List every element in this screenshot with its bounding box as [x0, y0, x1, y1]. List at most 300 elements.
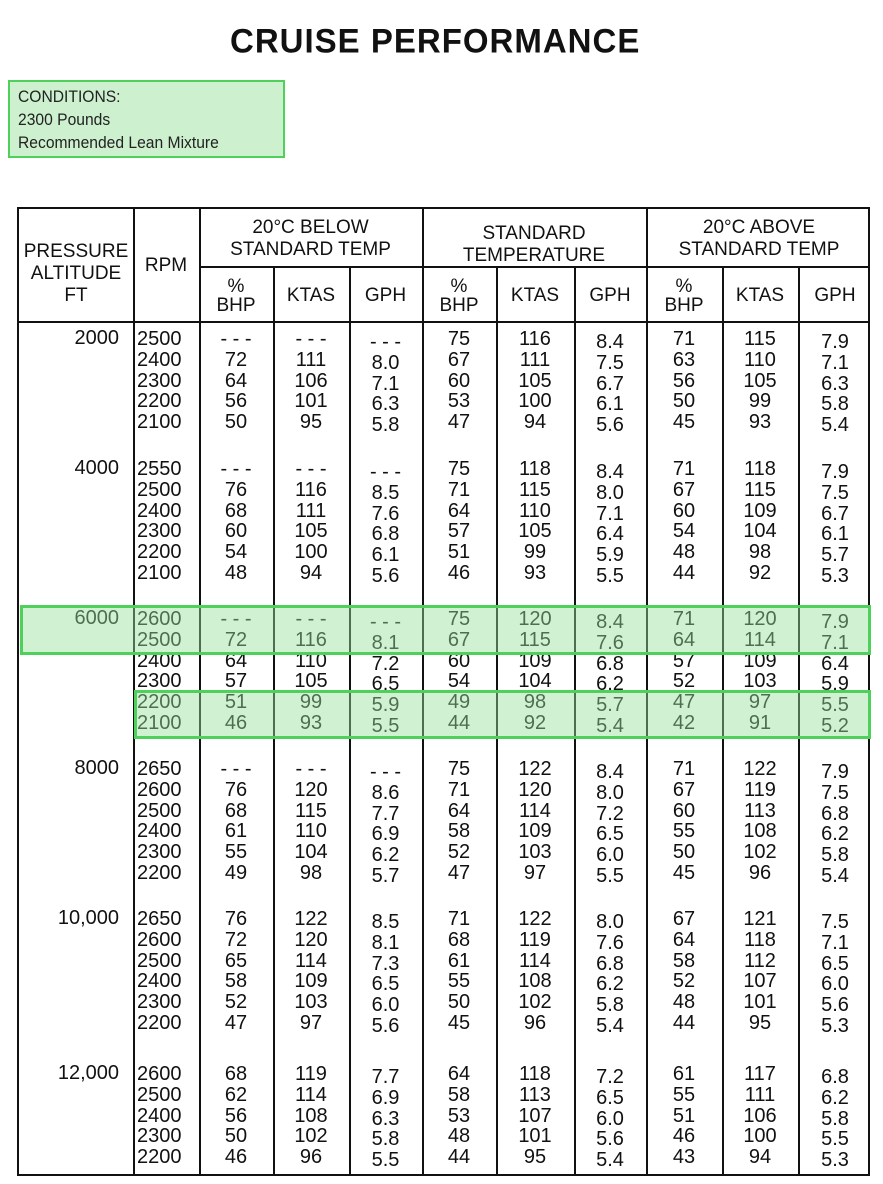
table-cell: 7.2 [596, 1066, 624, 1088]
table-cell: 101 [294, 390, 328, 413]
table-cell: 52 [672, 670, 696, 693]
table-cell: 55 [672, 820, 696, 843]
table-cell: 114 [519, 799, 551, 822]
std-ktas-column [496, 1064, 574, 1168]
table-cell: 47 [224, 1011, 248, 1034]
table-cell: 5.5 [821, 1128, 849, 1151]
table-cell: 7.6 [596, 631, 624, 654]
std-ktas-column [496, 329, 574, 433]
rpm-value: 2300 [137, 841, 182, 864]
table-cell: 72 [224, 348, 248, 371]
table-cell: 67 [672, 908, 696, 930]
table-cell: - - - [295, 758, 327, 780]
table-cell: 57 [224, 670, 248, 693]
table-cell: 6.9 [371, 823, 400, 846]
below-ktas-column [273, 459, 349, 584]
rpm-column [137, 759, 182, 884]
table-cell: 8.0 [596, 781, 624, 804]
table-cell: 121 [743, 908, 777, 930]
table-cell: 119 [295, 1063, 327, 1085]
table-cell: 44 [672, 1011, 696, 1034]
table-cell: 95 [299, 411, 323, 434]
table-cell: 6.5 [821, 952, 849, 975]
table-cell: 8.4 [596, 331, 624, 353]
table-cell: 5.4 [821, 864, 849, 887]
table-cell: 55 [672, 1083, 696, 1106]
table-cell: 6.4 [596, 523, 624, 546]
table-cell: 93 [748, 411, 772, 434]
table-cell: 61 [447, 949, 471, 972]
std-gph-column [574, 332, 646, 436]
table-cell: 71 [672, 758, 696, 780]
below-bhp-column [199, 909, 273, 1034]
table-cell: 100 [743, 1125, 777, 1148]
table-cell: 6.8 [821, 802, 849, 825]
below-bhp-column [199, 759, 273, 884]
std-gph-column [574, 912, 646, 1037]
table-cell: 115 [744, 328, 776, 350]
table-cell: 6.7 [821, 502, 849, 525]
table-cell: 108 [518, 970, 552, 993]
table-cell: 62 [224, 1083, 248, 1106]
table-cell: 53 [447, 390, 471, 413]
table-cell: 44 [447, 711, 471, 734]
table-cell: 111 [744, 1083, 776, 1106]
table-cell: 122 [518, 758, 552, 780]
std-ktas-column [496, 759, 574, 884]
table-cell: 106 [743, 1104, 777, 1127]
table-cell: 5.7 [821, 544, 849, 567]
altitude-label: 6000 [74, 607, 119, 629]
header-group-standard: STANDARD TEMPERATURE [462, 223, 606, 266]
table-cell: 6.0 [596, 1107, 624, 1130]
table-cell: 6.2 [596, 973, 624, 996]
table-cell: - - - [369, 331, 402, 353]
above-ktas-column [722, 909, 798, 1034]
table-cell: 118 [519, 458, 551, 480]
rpm-value: 2500 [137, 949, 182, 972]
rpm-value: 2500 [137, 799, 182, 822]
table-cell: 8.4 [596, 761, 624, 783]
table-cell: 5.3 [821, 1014, 849, 1037]
above-ktas-column [722, 1064, 798, 1168]
table-cell: 71 [672, 608, 696, 630]
table-cell: 45 [447, 1011, 471, 1034]
table-cell: 61 [224, 820, 248, 843]
table-cell: 51 [224, 691, 248, 714]
below-ktas-column [273, 909, 349, 1034]
table-cell: 58 [447, 820, 471, 843]
table-cell: 43 [672, 1146, 696, 1169]
below-gph-column [349, 1067, 422, 1171]
table-cell: 75 [447, 328, 471, 350]
table-cell: 8.1 [371, 931, 400, 954]
table-cell: 94 [299, 561, 323, 584]
table-cell: 64 [224, 369, 248, 392]
table-cell: 110 [519, 499, 551, 522]
table-cell: 119 [519, 928, 551, 951]
table-cell: 51 [447, 541, 471, 564]
above-ktas-column [722, 329, 798, 433]
table-cell: 7.2 [371, 652, 400, 675]
below-gph-column [349, 762, 422, 887]
table-cell: 114 [295, 949, 327, 972]
table-cell: 118 [519, 1063, 551, 1085]
table-cell: 54 [672, 520, 696, 543]
table-cell: 6.5 [596, 1086, 624, 1109]
rpm-value: 2200 [137, 1146, 182, 1169]
table-cell: 109 [743, 499, 777, 522]
table-cell: 6.8 [371, 523, 400, 546]
table-cell: 55 [224, 841, 248, 864]
table-cell: 6.0 [821, 973, 849, 996]
table-cell: 51 [672, 1104, 696, 1127]
table-cell: 6.3 [371, 393, 400, 416]
rpm-value: 2400 [137, 820, 182, 843]
table-cell: - - - [295, 458, 327, 480]
rpm-value: 2200 [137, 861, 182, 884]
table-cell: 6.2 [821, 823, 849, 846]
std-bhp-column [422, 459, 496, 584]
conditions-box [8, 80, 285, 158]
table-cell: 122 [518, 908, 552, 930]
header-group-above: 20°C ABOVE STANDARD TEMP [678, 217, 840, 260]
table-cell: 97 [523, 861, 547, 884]
above-gph-column [798, 1067, 872, 1171]
table-cell: 111 [519, 348, 551, 371]
table-cell: 71 [447, 778, 471, 801]
table-cell: 52 [447, 841, 471, 864]
table-cell: 68 [447, 928, 471, 951]
table-cell: 6.1 [596, 393, 624, 416]
table-cell: 114 [744, 628, 776, 651]
table-cell: 60 [224, 520, 248, 543]
table-cell: 6.0 [596, 844, 624, 867]
table-cell: 6.3 [371, 1107, 400, 1130]
table-cell: 8.0 [596, 481, 624, 504]
table-cell: 95 [748, 1011, 772, 1034]
header-altitude: PRESSURE ALTITUDE FT [23, 241, 129, 306]
table-cell: 7.5 [821, 781, 849, 804]
table-cell: 100 [294, 541, 328, 564]
rpm-value: 2100 [137, 561, 182, 584]
table-cell: 120 [294, 928, 328, 951]
table-cell: 115 [744, 478, 776, 501]
table-cell: 58 [447, 1083, 471, 1106]
subheader-ktas: KTAS [735, 285, 785, 306]
table-cell: 67 [447, 628, 471, 651]
table-cell: 117 [744, 1063, 776, 1085]
table-cell: 46 [672, 1125, 696, 1148]
std-gph-column [574, 462, 646, 587]
table-cell: 5.6 [371, 1014, 400, 1037]
table-cell: 109 [518, 820, 552, 843]
rpm-value: 2500 [137, 628, 182, 651]
table-cell: 101 [743, 991, 777, 1014]
table-cell: 5.8 [596, 994, 624, 1017]
table-cell: 7.6 [596, 931, 624, 954]
table-cell: 5.8 [371, 414, 400, 437]
table-cell: 5.5 [371, 714, 400, 737]
table-cell: 71 [672, 458, 696, 480]
subheader-ktas: KTAS [286, 285, 336, 306]
table-cell: 5.6 [371, 564, 400, 587]
std-bhp-column [422, 1064, 496, 1168]
table-cell: 8.6 [371, 781, 400, 804]
table-cell: - - - [295, 608, 327, 630]
table-cell: 104 [518, 670, 552, 693]
table-cell: 99 [748, 390, 772, 413]
below-bhp-column [199, 459, 273, 584]
table-cell: 46 [447, 561, 471, 584]
table-cell: 105 [294, 670, 328, 693]
table-cell: 8.5 [371, 911, 400, 933]
rpm-value: 2400 [137, 348, 182, 371]
below-ktas-column [273, 1064, 349, 1168]
table-cell: 5.6 [596, 1128, 624, 1151]
highlight-6000-2600-2500 [20, 605, 871, 655]
below-gph-column [349, 462, 422, 587]
table-cell: 72 [224, 628, 248, 651]
table-cell: 96 [523, 1011, 547, 1034]
table-cell: 98 [748, 541, 772, 564]
table-cell: 7.5 [821, 481, 849, 504]
table-cell: 45 [672, 411, 696, 434]
table-cell: 99 [299, 691, 323, 714]
rpm-column [137, 909, 182, 1034]
table-cell: 42 [672, 711, 696, 734]
table-cell: 71 [447, 478, 471, 501]
table-cell: 103 [743, 670, 777, 693]
highlight-6000-2200-2100 [134, 690, 871, 739]
table-cell: - - - [220, 608, 252, 630]
table-cell: 76 [224, 778, 248, 801]
rpm-value: 2600 [137, 1063, 182, 1085]
table-cell: 63 [672, 348, 696, 371]
table-cell: 5.4 [821, 414, 849, 437]
table-cell: 57 [672, 649, 696, 672]
table-cell: 102 [294, 1125, 328, 1148]
table-cell: 68 [224, 1063, 248, 1085]
rpm-value: 2600 [137, 778, 182, 801]
table-cell: 108 [743, 820, 777, 843]
table-cell: 5.8 [821, 844, 849, 867]
table-cell: 53 [447, 1104, 471, 1127]
table-cell: 6.8 [596, 652, 624, 675]
rpm-value: 2400 [137, 649, 182, 672]
table-cell: 98 [299, 861, 323, 884]
divider [19, 321, 868, 323]
table-cell: 111 [295, 348, 327, 371]
table-cell: 5.5 [821, 694, 849, 717]
conditions-weight: 2300 Pounds [18, 110, 111, 129]
table-cell: 113 [744, 799, 776, 822]
below-ktas-column [273, 329, 349, 433]
table-cell: - - - [369, 761, 402, 783]
below-ktas-column [273, 759, 349, 884]
table-cell: 122 [743, 758, 777, 780]
page-title: CRUISE PERFORMANCE [230, 21, 641, 60]
table-cell: 103 [294, 991, 328, 1014]
rpm-value: 2300 [137, 670, 182, 693]
table-cell: 7.1 [821, 351, 849, 374]
table-cell: - - - [369, 611, 402, 633]
table-cell: 65 [224, 949, 248, 972]
table-cell: 110 [295, 820, 327, 843]
table-cell: 5.3 [821, 564, 849, 587]
table-cell: 60 [447, 649, 471, 672]
table-cell: 103 [518, 841, 552, 864]
table-cell: 120 [518, 778, 552, 801]
table-cell: 48 [224, 561, 248, 584]
table-cell: - - - [369, 461, 402, 483]
table-cell: - - - [220, 758, 252, 780]
above-bhp-column [646, 909, 722, 1034]
table-cell: 46 [224, 1146, 248, 1169]
above-bhp-column [646, 1064, 722, 1168]
table-cell: 54 [447, 670, 471, 693]
table-cell: 48 [672, 991, 696, 1014]
subheader-gph: GPH [814, 285, 856, 306]
table-cell: 8.1 [371, 631, 400, 654]
table-cell: 6.0 [371, 994, 400, 1017]
table-cell: 68 [224, 499, 248, 522]
table-cell: 8.4 [596, 611, 624, 633]
rpm-value: 2500 [137, 1083, 182, 1106]
table-cell: 5.4 [596, 714, 624, 737]
table-cell: 110 [295, 649, 327, 672]
table-cell: 92 [523, 711, 547, 734]
table-cell: 95 [523, 1146, 547, 1169]
table-cell: 108 [294, 1104, 328, 1127]
altitude-label: 12,000 [57, 1062, 119, 1084]
std-bhp-column [422, 329, 496, 433]
table-cell: 6.9 [371, 1086, 400, 1109]
table-cell: 116 [295, 478, 327, 501]
table-cell: 48 [672, 541, 696, 564]
table-cell: 67 [672, 478, 696, 501]
std-gph-column [574, 762, 646, 887]
table-cell: 107 [518, 1104, 552, 1127]
table-cell: 64 [447, 499, 471, 522]
above-bhp-column [646, 759, 722, 884]
table-cell: 47 [447, 411, 471, 434]
table-cell: 115 [519, 478, 551, 501]
table-cell: 5.8 [821, 393, 849, 416]
table-cell: 116 [519, 328, 551, 350]
table-cell: 6.1 [821, 523, 849, 546]
table-cell: 57 [447, 520, 471, 543]
table-cell: 7.1 [371, 372, 400, 395]
table-cell: 56 [224, 1104, 248, 1127]
table-cell: 50 [224, 411, 248, 434]
rpm-value: 2550 [137, 458, 182, 480]
table-cell: 107 [743, 970, 777, 993]
table-cell: 58 [224, 970, 248, 993]
rpm-value: 2600 [137, 928, 182, 951]
table-cell: 55 [447, 970, 471, 993]
above-gph-column [798, 462, 872, 587]
table-cell: 5.9 [371, 694, 400, 717]
table-cell: 109 [743, 649, 777, 672]
table-cell: 113 [519, 1083, 551, 1106]
table-cell: 119 [744, 778, 776, 801]
rpm-value: 2200 [137, 1011, 182, 1034]
table-cell: 115 [519, 628, 551, 651]
above-gph-column [798, 332, 872, 436]
table-cell: 100 [518, 390, 552, 413]
rpm-value: 2650 [137, 758, 182, 780]
table-cell: 5.7 [371, 864, 400, 887]
table-cell: 98 [523, 691, 547, 714]
table-cell: 7.9 [821, 331, 849, 353]
table-cell: 112 [744, 949, 776, 972]
table-cell: 72 [224, 928, 248, 951]
table-cell: 120 [518, 608, 552, 630]
table-cell: 6.2 [596, 673, 624, 696]
table-cell: 105 [518, 520, 552, 543]
rpm-value: 2200 [137, 541, 182, 564]
table-cell: 97 [299, 1011, 323, 1034]
table-cell: 7.1 [821, 931, 849, 954]
rpm-value: 2500 [137, 478, 182, 501]
table-cell: - - - [220, 328, 252, 350]
above-bhp-column [646, 329, 722, 433]
table-cell: 52 [672, 970, 696, 993]
table-cell: 8.0 [371, 351, 400, 374]
std-ktas-column [496, 459, 574, 584]
altitude-label: 2000 [74, 327, 119, 349]
table-cell: 5.2 [821, 714, 849, 737]
table-cell: 7.3 [371, 952, 400, 975]
below-gph-column [349, 912, 422, 1037]
table-cell: - - - [295, 328, 327, 350]
subheader-bhp: % BHP [216, 276, 256, 316]
table-cell: 5.5 [596, 564, 624, 587]
rpm-value: 2400 [137, 1104, 182, 1127]
std-gph-column [574, 1067, 646, 1171]
table-cell: 75 [447, 758, 471, 780]
table-cell: 5.4 [596, 1014, 624, 1037]
table-cell: 58 [672, 949, 696, 972]
table-cell: 104 [294, 841, 328, 864]
table-cell: 7.5 [821, 911, 849, 933]
table-cell: 94 [748, 1146, 772, 1169]
table-cell: 7.2 [596, 802, 624, 825]
table-cell: 115 [295, 799, 327, 822]
table-cell: 109 [518, 649, 552, 672]
table-cell: 60 [672, 499, 696, 522]
table-cell: 5.8 [371, 1128, 400, 1151]
table-cell: 5.4 [596, 1149, 624, 1172]
table-cell: 102 [518, 991, 552, 1014]
table-cell: 54 [224, 541, 248, 564]
header-rpm: RPM [144, 255, 188, 276]
table-cell: 7.1 [821, 631, 849, 654]
table-cell: 5.6 [596, 414, 624, 437]
rpm-value: 2600 [137, 608, 182, 630]
table-cell: 97 [748, 691, 772, 714]
table-cell: 114 [295, 1083, 327, 1106]
table-cell: 68 [224, 799, 248, 822]
table-cell: 50 [672, 390, 696, 413]
table-cell: 56 [672, 369, 696, 392]
table-cell: 5.5 [371, 1149, 400, 1172]
table-cell: 6.3 [821, 372, 849, 395]
table-cell: 7.5 [596, 351, 624, 374]
altitude-label: 4000 [74, 457, 119, 479]
table-cell: 64 [447, 1063, 471, 1085]
